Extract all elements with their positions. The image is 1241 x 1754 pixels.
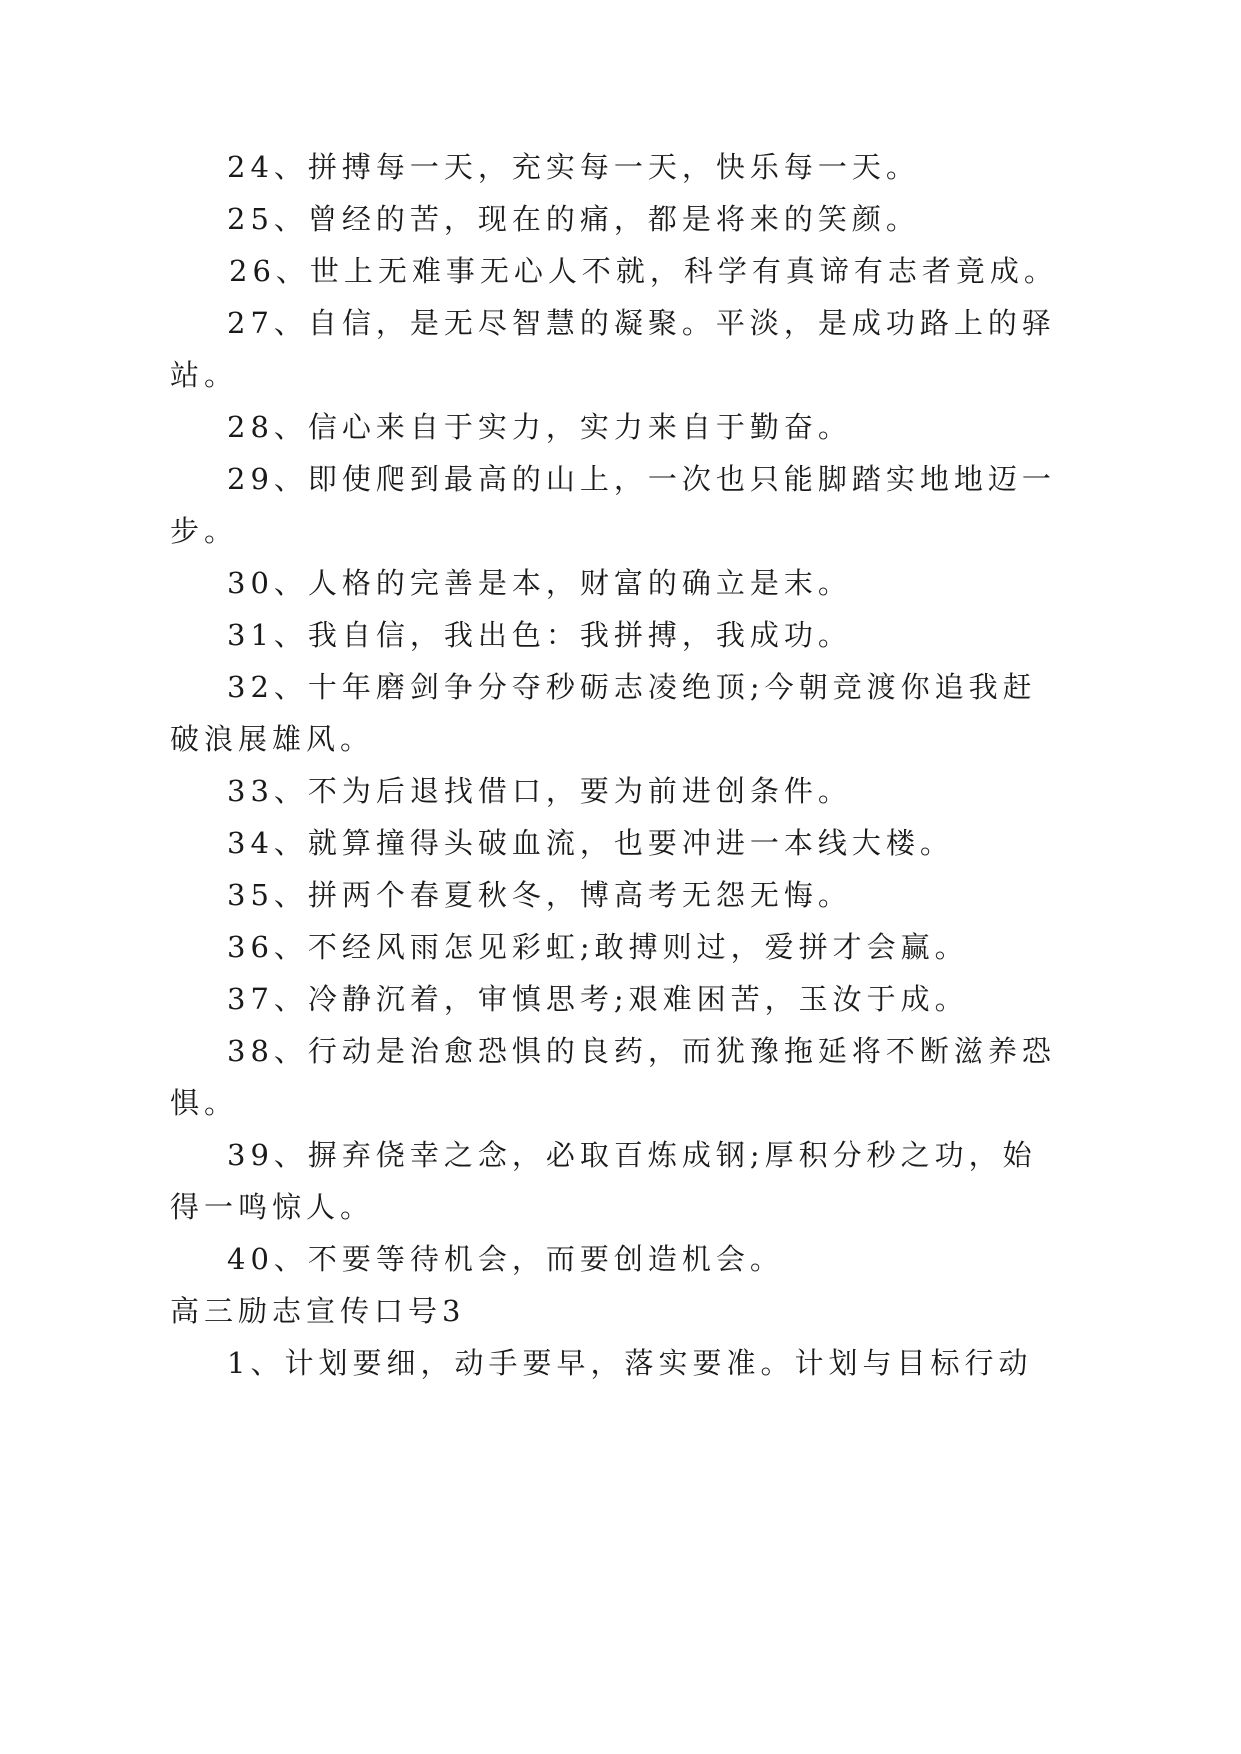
slogan-line-39: 39、摒弃侥幸之念，必取百炼成钢;厚积分秒之功，始	[227, 1138, 1037, 1172]
slogan-line-40: 40、不要等待机会，而要创造机会。	[227, 1242, 784, 1276]
slogan-line-29-cont: 步。	[170, 514, 239, 548]
slogan-line-1: 1、计划要细，动手要早，落实要准。计划与目标行动	[227, 1346, 1033, 1380]
slogan-line-38: 38、行动是治愈恐惧的良药，而犹豫拖延将不断滋养恐	[227, 1034, 1056, 1068]
slogan-line-37: 37、冷静沉着，审慎思考;艰难困苦，玉汝于成。	[227, 982, 969, 1016]
slogan-line-34: 34、就算撞得头破血流，也要冲进一本线大楼。	[227, 826, 954, 860]
slogan-line-33: 33、不为后退找借口，要为前进创条件。	[227, 774, 852, 808]
slogan-line-28: 28、信心来自于实力，实力来自于勤奋。	[227, 410, 852, 444]
slogan-line-26: 26、世上无难事无心人不就，科学有真谛有志者竟成。	[229, 254, 1058, 288]
slogan-line-29: 29、即使爬到最高的山上，一次也只能脚踏实地地迈一	[227, 462, 1056, 496]
section-heading: 高三励志宣传口号3	[170, 1294, 466, 1328]
slogan-line-27: 27、自信，是无尽智慧的凝聚。平淡，是成功路上的驿	[227, 306, 1056, 340]
slogan-line-32: 32、十年磨剑争分夺秒砺志凌绝顶;今朝竞渡你追我赶	[227, 670, 1037, 704]
slogan-line-24: 24、拼搏每一天，充实每一天，快乐每一天。	[227, 150, 920, 184]
slogan-line-39-cont: 得一鸣惊人。	[170, 1190, 375, 1224]
slogan-line-31: 31、我自信，我出色：我拼搏，我成功。	[227, 618, 852, 652]
slogan-line-25: 25、曾经的苦，现在的痛，都是将来的笑颜。	[227, 202, 920, 236]
slogan-line-35: 35、拼两个春夏秋冬，博高考无怨无悔。	[227, 878, 852, 912]
slogan-line-30: 30、人格的完善是本，财富的确立是末。	[227, 566, 852, 600]
slogan-line-27-cont: 站。	[170, 358, 239, 392]
slogan-line-32-cont: 破浪展雄风。	[170, 722, 375, 756]
slogan-line-38-cont: 惧。	[170, 1086, 239, 1120]
slogan-line-36: 36、不经风雨怎见彩虹;敢搏则过，爱拼才会赢。	[227, 930, 969, 964]
